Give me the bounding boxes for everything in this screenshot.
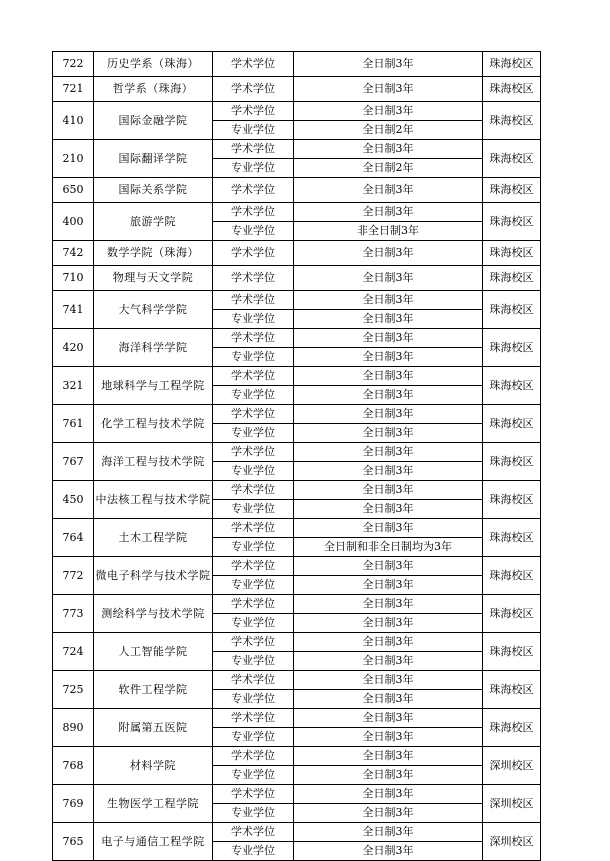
college-code: 321 [53, 367, 94, 405]
degree-type: 学术学位 [213, 203, 294, 222]
degree-type: 学术学位 [213, 481, 294, 500]
study-mode: 非全日制3年 [294, 222, 483, 241]
college-name: 海洋科学学院 [94, 329, 213, 367]
study-mode: 全日制3年 [294, 77, 483, 102]
college-name: 物理与天文学院 [94, 266, 213, 291]
study-mode: 全日制3年 [294, 266, 483, 291]
degree-type: 专业学位 [213, 310, 294, 329]
campus-name: 珠海校区 [483, 367, 541, 405]
campus-name: 珠海校区 [483, 291, 541, 329]
degree-type: 专业学位 [213, 804, 294, 823]
table-body [53, 52, 541, 861]
degree-type: 学术学位 [213, 102, 294, 121]
degree-type: 专业学位 [213, 462, 294, 481]
campus-name: 珠海校区 [483, 557, 541, 595]
study-mode: 全日制3年 [294, 291, 483, 310]
study-mode: 全日制3年 [294, 652, 483, 671]
college-name: 附属第五医院 [94, 709, 213, 747]
college-name: 中法核工程与技术学院 [94, 481, 213, 519]
study-mode: 全日制3年 [294, 500, 483, 519]
college-name: 大气科学学院 [94, 291, 213, 329]
degree-type: 专业学位 [213, 576, 294, 595]
campus-name: 珠海校区 [483, 519, 541, 557]
college-code: 450 [53, 481, 94, 519]
campus-name: 珠海校区 [483, 671, 541, 709]
college-code: 773 [53, 595, 94, 633]
enrollment-table-page [52, 51, 540, 857]
degree-type: 学术学位 [213, 557, 294, 576]
degree-type: 专业学位 [213, 424, 294, 443]
college-name: 地球科学与工程学院 [94, 367, 213, 405]
college-code: 650 [53, 178, 94, 203]
college-code: 722 [53, 52, 94, 77]
degree-type: 学术学位 [213, 443, 294, 462]
degree-type: 学术学位 [213, 178, 294, 203]
college-code: 769 [53, 785, 94, 823]
degree-type: 学术学位 [213, 785, 294, 804]
campus-name: 珠海校区 [483, 102, 541, 140]
study-mode: 全日制3年 [294, 595, 483, 614]
campus-name: 珠海校区 [483, 595, 541, 633]
table-row [53, 557, 541, 576]
study-mode: 全日制3年 [294, 52, 483, 77]
campus-name: 珠海校区 [483, 52, 541, 77]
table-row [53, 747, 541, 766]
campus-name: 深圳校区 [483, 823, 541, 861]
degree-type: 专业学位 [213, 386, 294, 405]
college-code: 741 [53, 291, 94, 329]
campus-name: 珠海校区 [483, 443, 541, 481]
degree-type: 学术学位 [213, 671, 294, 690]
table-row [53, 519, 541, 538]
table-row [53, 102, 541, 121]
study-mode: 全日制3年 [294, 804, 483, 823]
college-code: 410 [53, 102, 94, 140]
study-mode: 全日制3年 [294, 557, 483, 576]
college-code: 420 [53, 329, 94, 367]
degree-type: 专业学位 [213, 728, 294, 747]
study-mode: 全日制3年 [294, 785, 483, 804]
table-row [53, 405, 541, 424]
degree-type: 学术学位 [213, 291, 294, 310]
college-code: 768 [53, 747, 94, 785]
degree-type: 学术学位 [213, 595, 294, 614]
study-mode: 全日制3年 [294, 614, 483, 633]
college-name: 国际关系学院 [94, 178, 213, 203]
table-row [53, 203, 541, 222]
degree-type: 专业学位 [213, 842, 294, 861]
campus-name: 珠海校区 [483, 203, 541, 241]
table-row [53, 595, 541, 614]
study-mode: 全日制3年 [294, 386, 483, 405]
study-mode: 全日制3年 [294, 348, 483, 367]
college-code: 890 [53, 709, 94, 747]
study-mode: 全日制3年 [294, 178, 483, 203]
degree-type: 专业学位 [213, 121, 294, 140]
college-name: 国际翻译学院 [94, 140, 213, 178]
study-mode: 全日制3年 [294, 367, 483, 386]
college-name: 化学工程与技术学院 [94, 405, 213, 443]
degree-type: 专业学位 [213, 222, 294, 241]
degree-type: 专业学位 [213, 159, 294, 178]
degree-type: 学术学位 [213, 709, 294, 728]
study-mode: 全日制2年 [294, 159, 483, 178]
study-mode: 全日制3年 [294, 576, 483, 595]
college-code: 761 [53, 405, 94, 443]
study-mode: 全日制3年 [294, 424, 483, 443]
campus-name: 珠海校区 [483, 178, 541, 203]
study-mode: 全日制3年 [294, 747, 483, 766]
table-row [53, 785, 541, 804]
college-code: 724 [53, 633, 94, 671]
study-mode: 全日制3年 [294, 519, 483, 538]
study-mode: 全日制2年 [294, 121, 483, 140]
campus-name: 珠海校区 [483, 329, 541, 367]
college-code: 721 [53, 77, 94, 102]
college-name: 土木工程学院 [94, 519, 213, 557]
table-row [53, 266, 541, 291]
college-code: 764 [53, 519, 94, 557]
campus-name: 珠海校区 [483, 633, 541, 671]
campus-name: 珠海校区 [483, 77, 541, 102]
college-code: 772 [53, 557, 94, 595]
college-code: 210 [53, 140, 94, 178]
college-code: 767 [53, 443, 94, 481]
study-mode: 全日制3年 [294, 310, 483, 329]
campus-name: 珠海校区 [483, 140, 541, 178]
study-mode: 全日制3年 [294, 728, 483, 747]
study-mode: 全日制3年 [294, 842, 483, 861]
table-row [53, 77, 541, 102]
campus-name: 珠海校区 [483, 709, 541, 747]
degree-type: 学术学位 [213, 140, 294, 159]
study-mode: 全日制3年 [294, 140, 483, 159]
campus-name: 珠海校区 [483, 266, 541, 291]
study-mode: 全日制3年 [294, 481, 483, 500]
degree-type: 学术学位 [213, 77, 294, 102]
college-name: 数学学院（珠海） [94, 241, 213, 266]
degree-type: 专业学位 [213, 538, 294, 557]
study-mode: 全日制3年 [294, 203, 483, 222]
study-mode: 全日制和非全日制均为3年 [294, 538, 483, 557]
table-row [53, 633, 541, 652]
college-name: 国际金融学院 [94, 102, 213, 140]
college-code: 400 [53, 203, 94, 241]
study-mode: 全日制3年 [294, 633, 483, 652]
table-row [53, 140, 541, 159]
college-name: 哲学系（珠海） [94, 77, 213, 102]
degree-type: 专业学位 [213, 652, 294, 671]
table-row [53, 241, 541, 266]
college-name: 生物医学工程学院 [94, 785, 213, 823]
enrollment-table [52, 51, 541, 861]
study-mode: 全日制3年 [294, 823, 483, 842]
college-code: 725 [53, 671, 94, 709]
study-mode: 全日制3年 [294, 462, 483, 481]
degree-type: 学术学位 [213, 823, 294, 842]
degree-type: 学术学位 [213, 266, 294, 291]
study-mode: 全日制3年 [294, 241, 483, 266]
college-name: 人工智能学院 [94, 633, 213, 671]
campus-name: 珠海校区 [483, 405, 541, 443]
table-row [53, 481, 541, 500]
table-row [53, 367, 541, 386]
college-code: 742 [53, 241, 94, 266]
table-row [53, 443, 541, 462]
campus-name: 深圳校区 [483, 747, 541, 785]
study-mode: 全日制3年 [294, 329, 483, 348]
degree-type: 学术学位 [213, 633, 294, 652]
table-row [53, 709, 541, 728]
degree-type: 专业学位 [213, 348, 294, 367]
table-row [53, 178, 541, 203]
degree-type: 学术学位 [213, 747, 294, 766]
college-name: 软件工程学院 [94, 671, 213, 709]
college-name: 历史学系（珠海） [94, 52, 213, 77]
degree-type: 专业学位 [213, 766, 294, 785]
degree-type: 专业学位 [213, 500, 294, 519]
table-row [53, 329, 541, 348]
degree-type: 学术学位 [213, 52, 294, 77]
college-name: 测绘科学与技术学院 [94, 595, 213, 633]
degree-type: 学术学位 [213, 367, 294, 386]
table-row [53, 823, 541, 842]
campus-name: 珠海校区 [483, 241, 541, 266]
degree-type: 学术学位 [213, 405, 294, 424]
college-name: 材料学院 [94, 747, 213, 785]
college-code: 765 [53, 823, 94, 861]
degree-type: 学术学位 [213, 241, 294, 266]
degree-type: 学术学位 [213, 519, 294, 538]
study-mode: 全日制3年 [294, 102, 483, 121]
table-row [53, 671, 541, 690]
college-name: 海洋工程与技术学院 [94, 443, 213, 481]
study-mode: 全日制3年 [294, 709, 483, 728]
study-mode: 全日制3年 [294, 766, 483, 785]
degree-type: 专业学位 [213, 614, 294, 633]
study-mode: 全日制3年 [294, 690, 483, 709]
table-row [53, 291, 541, 310]
table-row [53, 52, 541, 77]
college-code: 710 [53, 266, 94, 291]
college-name: 电子与通信工程学院 [94, 823, 213, 861]
study-mode: 全日制3年 [294, 443, 483, 462]
degree-type: 专业学位 [213, 690, 294, 709]
degree-type: 学术学位 [213, 329, 294, 348]
campus-name: 珠海校区 [483, 481, 541, 519]
college-name: 旅游学院 [94, 203, 213, 241]
campus-name: 深圳校区 [483, 785, 541, 823]
study-mode: 全日制3年 [294, 671, 483, 690]
study-mode: 全日制3年 [294, 405, 483, 424]
college-name: 微电子科学与技术学院 [94, 557, 213, 595]
